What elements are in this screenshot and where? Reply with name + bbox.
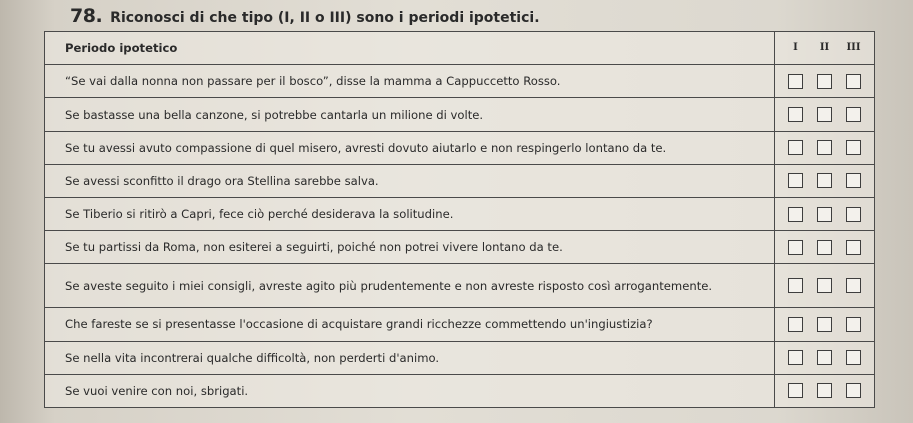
checkbox-type-iii[interactable]	[846, 140, 861, 155]
option-cell	[775, 308, 875, 341]
hypothetical-periods-table	[44, 31, 875, 408]
checkbox-type-ii[interactable]	[817, 240, 832, 255]
table-row	[45, 308, 875, 341]
exercise-header	[70, 5, 540, 27]
checkbox-type-i[interactable]	[788, 140, 803, 155]
checkbox-type-ii[interactable]	[817, 74, 832, 89]
sentence-text: Se bastasse una bella canzone, si potrebbe cantarla un milione di volte.	[45, 98, 775, 131]
option-cell	[775, 374, 875, 407]
checkbox-type-i[interactable]	[788, 207, 803, 222]
option-cell	[775, 131, 875, 164]
checkbox-type-iii[interactable]	[846, 173, 861, 188]
checkbox-type-i[interactable]	[788, 350, 803, 365]
checkbox-type-iii[interactable]	[846, 278, 861, 293]
checkbox-type-i[interactable]	[788, 383, 803, 398]
sentence-text: Se aveste seguito i miei consigli, avreste agito più prudentemente e non avreste risposto così arrogantemente.	[45, 264, 775, 308]
checkbox-type-i[interactable]	[788, 317, 803, 332]
sentence-text: Se avessi sconfitto il drago ora Stellina sarebbe salva.	[45, 164, 775, 197]
checkbox-type-iii[interactable]	[846, 350, 861, 365]
table-row	[45, 65, 875, 98]
table-row	[45, 198, 875, 231]
sentence-text: “Se vai dalla nonna non passare per il bosco”, disse la mamma a Cappuccetto Rosso.	[45, 65, 775, 98]
table-row	[45, 164, 875, 197]
checkbox-type-ii[interactable]	[817, 207, 832, 222]
option-header-iii: III	[846, 42, 861, 54]
column-header-sentence: Periodo ipotetico	[45, 32, 775, 65]
option-cell	[775, 264, 875, 308]
table-row	[45, 98, 875, 131]
checkbox-type-ii[interactable]	[817, 140, 832, 155]
option-cell	[775, 164, 875, 197]
table-row	[45, 131, 875, 164]
checkbox-type-ii[interactable]	[817, 383, 832, 398]
checkbox-type-iii[interactable]	[846, 240, 861, 255]
checkbox-type-i[interactable]	[788, 173, 803, 188]
sentence-text: Che fareste se si presentasse l'occasione di acquistare grandi ricchezze commettendo un'ingiustizia?	[45, 308, 775, 341]
checkbox-type-ii[interactable]	[817, 173, 832, 188]
checkbox-type-iii[interactable]	[846, 74, 861, 89]
checkbox-type-iii[interactable]	[846, 107, 861, 122]
checkbox-type-ii[interactable]	[817, 107, 832, 122]
option-cell	[775, 98, 875, 131]
checkbox-type-iii[interactable]	[846, 383, 861, 398]
table-row	[45, 264, 875, 308]
sentence-text: Se vuoi venire con noi, sbrigati.	[45, 374, 775, 407]
checkbox-type-ii[interactable]	[817, 350, 832, 365]
sentence-text: Se tu partissi da Roma, non esiterei a seguirti, poiché non potrei vivere lontano da te.	[45, 231, 775, 264]
option-cell	[775, 198, 875, 231]
column-header-options	[775, 32, 875, 65]
exercise-title: Riconosci di che tipo (I, II o III) sono i periodi ipotetici.	[110, 10, 540, 26]
sentence-text: Se Tiberio si ritirò a Capri, fece ciò perché desiderava la solitudine.	[45, 198, 775, 231]
checkbox-type-i[interactable]	[788, 278, 803, 293]
checkbox-type-ii[interactable]	[817, 317, 832, 332]
option-cell	[775, 341, 875, 374]
table-row	[45, 374, 875, 407]
option-cell	[775, 65, 875, 98]
sentence-text: Se nella vita incontrerai qualche difficoltà, non perderti d'animo.	[45, 341, 775, 374]
sentence-text: Se tu avessi avuto compassione di quel misero, avresti dovuto aiutarlo e non respingerlo lontano da te.	[45, 131, 775, 164]
option-header-i: I	[793, 42, 798, 54]
table-row	[45, 231, 875, 264]
checkbox-type-i[interactable]	[788, 107, 803, 122]
table-row	[45, 341, 875, 374]
checkbox-type-i[interactable]	[788, 240, 803, 255]
checkbox-type-i[interactable]	[788, 74, 803, 89]
checkbox-type-ii[interactable]	[817, 278, 832, 293]
exercise-number: 78.	[70, 5, 103, 27]
table-header-row	[45, 32, 875, 65]
checkbox-type-iii[interactable]	[846, 317, 861, 332]
checkbox-type-iii[interactable]	[846, 207, 861, 222]
option-cell	[775, 231, 875, 264]
option-header-ii: II	[819, 42, 830, 54]
